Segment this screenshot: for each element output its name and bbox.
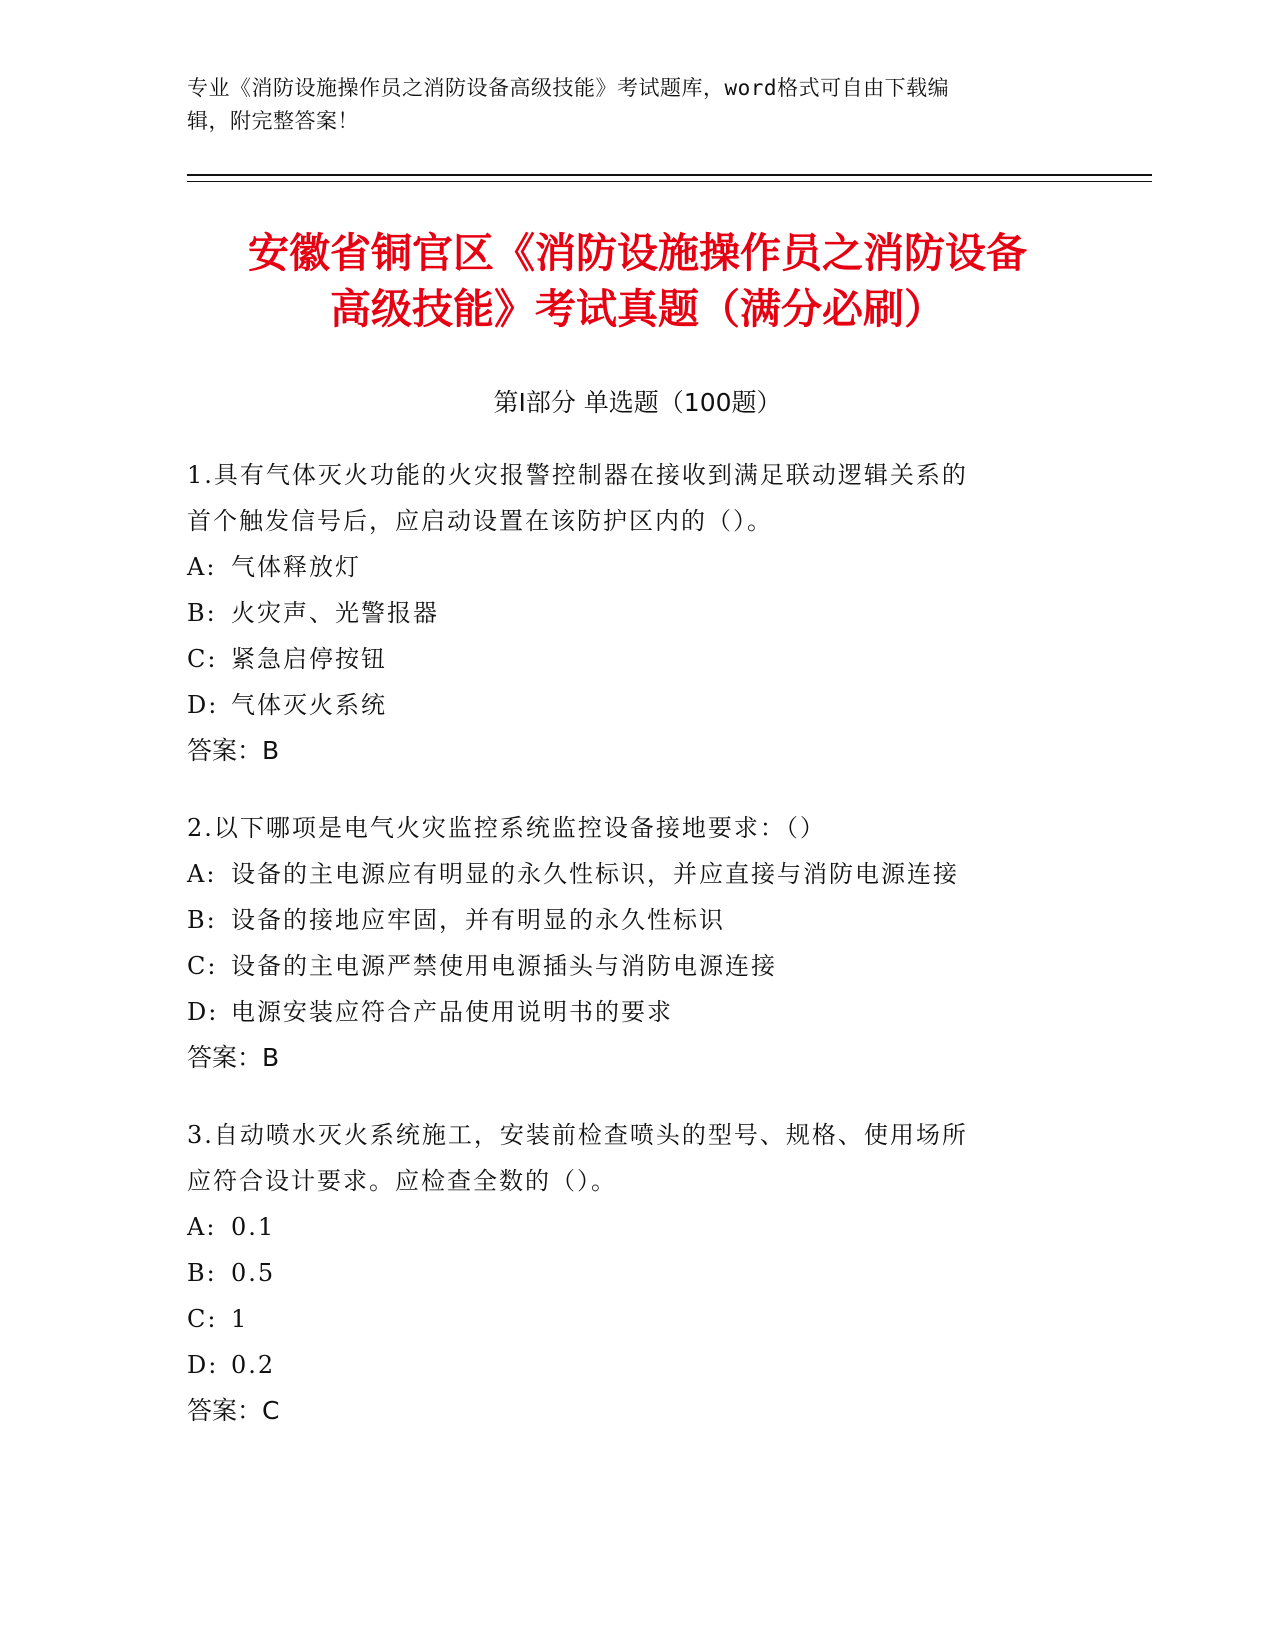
option-key: A: — [187, 1213, 217, 1241]
option-key: B: — [187, 1259, 217, 1287]
document-header — [187, 72, 1067, 138]
header-line-2: 辑，附完整答案！ — [187, 109, 359, 133]
option-a — [187, 851, 1067, 897]
question-stem-line: 应符合设计要求。应检查全数的（）。 — [187, 1167, 617, 1195]
title-line-1: 安徽省铜官区《消防设施操作员之消防设备 — [248, 229, 1027, 277]
question-stem-line: 首个触发信号后，应启动设置在该防护区内的（）。 — [187, 507, 773, 535]
option-b — [187, 897, 1067, 943]
option-key: C: — [187, 645, 218, 673]
title-line-2: 高级技能》考试真题（满分必刷） — [330, 285, 945, 333]
option-text: 0.5 — [231, 1259, 276, 1287]
answer: 答案：B — [187, 736, 280, 765]
option-text: 1 — [231, 1305, 249, 1333]
option-text: 电源安装应符合产品使用说明书的要求 — [231, 998, 673, 1026]
option-d — [187, 682, 1067, 728]
question-stem — [187, 452, 1067, 544]
section-heading: 第Ⅰ部分 单选题（100题） — [493, 388, 782, 417]
option-b — [187, 590, 1067, 636]
option-text: 设备的接地应牢固，并有明显的永久性标识 — [231, 906, 725, 934]
option-key: A: — [187, 860, 217, 888]
question-stem — [187, 805, 1067, 851]
option-a — [187, 544, 1067, 590]
header-divider-thin — [187, 181, 1152, 182]
option-text: 气体灭火系统 — [231, 691, 387, 719]
option-key: A: — [187, 553, 217, 581]
option-key: D: — [187, 1351, 219, 1379]
header-line-1: 专业《消防设施操作员之消防设备高级技能》考试题库，word格式可自由下载编 — [187, 76, 950, 100]
option-b — [187, 1250, 1067, 1296]
question-stem-line: 2.以下哪项是电气火灾监控系统监控设备接地要求：（） — [187, 814, 826, 842]
option-key: B: — [187, 906, 217, 934]
option-text: 紧急启停按钮 — [231, 645, 387, 673]
option-key: B: — [187, 599, 217, 627]
question-3 — [187, 1112, 1067, 1434]
option-text: 设备的主电源严禁使用电源插头与消防电源连接 — [231, 952, 777, 980]
option-key: D: — [187, 691, 219, 719]
option-key: C: — [187, 1305, 218, 1333]
question-stem-line: 3.自动喷水灭火系统施工，安装前检查喷头的型号、规格、使用场所 — [187, 1121, 968, 1149]
option-a — [187, 1204, 1067, 1250]
option-c — [187, 1296, 1067, 1342]
document-title — [150, 225, 1125, 337]
answer: 答案：B — [187, 1043, 280, 1072]
option-text: 0.1 — [231, 1213, 276, 1241]
answer: 答案：C — [187, 1396, 280, 1425]
question-stem — [187, 1112, 1067, 1204]
option-text: 火灾声、光警报器 — [231, 599, 439, 627]
option-d — [187, 1342, 1067, 1388]
option-text: 设备的主电源应有明显的永久性标识，并应直接与消防电源连接 — [231, 860, 959, 888]
option-d — [187, 989, 1067, 1035]
option-key: D: — [187, 998, 219, 1026]
option-text: 气体释放灯 — [231, 553, 361, 581]
question-2 — [187, 805, 1067, 1081]
option-text: 0.2 — [231, 1351, 276, 1379]
option-c — [187, 636, 1067, 682]
option-c — [187, 943, 1067, 989]
header-divider-thick — [187, 174, 1152, 176]
question-1 — [187, 452, 1067, 774]
question-stem-line: 1.具有气体灭火功能的火灾报警控制器在接收到满足联动逻辑关系的 — [187, 461, 968, 489]
option-key: C: — [187, 952, 218, 980]
